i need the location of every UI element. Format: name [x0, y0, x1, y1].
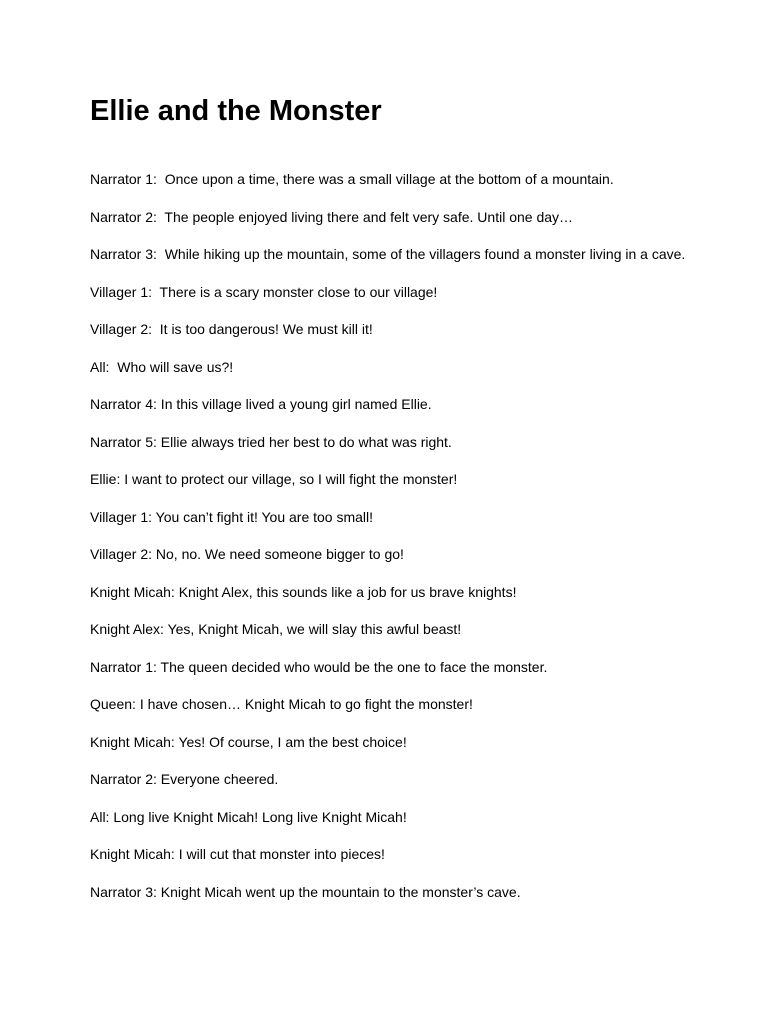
script-line: Villager 1: There is a scary monster close to our village!: [90, 283, 438, 300]
script-line: Queen: I have chosen… Knight Micah to go fight the monster!: [90, 696, 473, 712]
script-line: Narrator 5: Ellie always tried her best to do what was right.: [90, 433, 452, 450]
script-line: Narrator 2: The people enjoyed living there and felt very safe. Until one day…: [90, 208, 574, 225]
script-line: Knight Micah: I will cut that monster into pieces!: [90, 846, 385, 862]
script-line: Narrator 4: In this village lived a young girl named Ellie.: [90, 396, 432, 412]
script-line: Ellie: I want to protect our village, so I will fight the monster!: [90, 471, 458, 487]
script-line: Villager 2: It is too dangerous! We must kill it!: [90, 321, 373, 337]
script-line: Narrator 3: Knight Micah went up the mountain to the monster’s cave.: [90, 883, 521, 900]
script-line: Narrator 1: The queen decided who would be the one to face the monster.: [90, 658, 548, 675]
script-line: All: Long live Knight Micah! Long live Knight Micah!: [90, 808, 407, 825]
script-lines: [90, 169, 740, 919]
script-line: Knight Alex: Yes, Knight Micah, we will slay this awful beast!: [90, 621, 462, 637]
script-line: Knight Micah: Knight Alex, this sounds like a job for us brave knights!: [90, 583, 517, 600]
script-line: All: Who will save us?!: [90, 358, 234, 375]
script-line: Narrator 1: Once upon a time, there was a small village at the bottom of a mountain.: [90, 171, 614, 187]
script-line: Narrator 2: Everyone cheered.: [90, 771, 279, 787]
script-line: Narrator 3: While hiking up the mountain, some of the villagers found a monster living in a cave.: [90, 246, 686, 262]
script-line: Villager 1: You can’t fight it! You are too small!: [90, 508, 374, 525]
document-title: Ellie and the Monster: [90, 95, 382, 127]
script-line: Villager 2: No, no. We need someone bigger to go!: [90, 546, 404, 562]
script-line: Knight Micah: Yes! Of course, I am the best choice!: [90, 733, 407, 750]
